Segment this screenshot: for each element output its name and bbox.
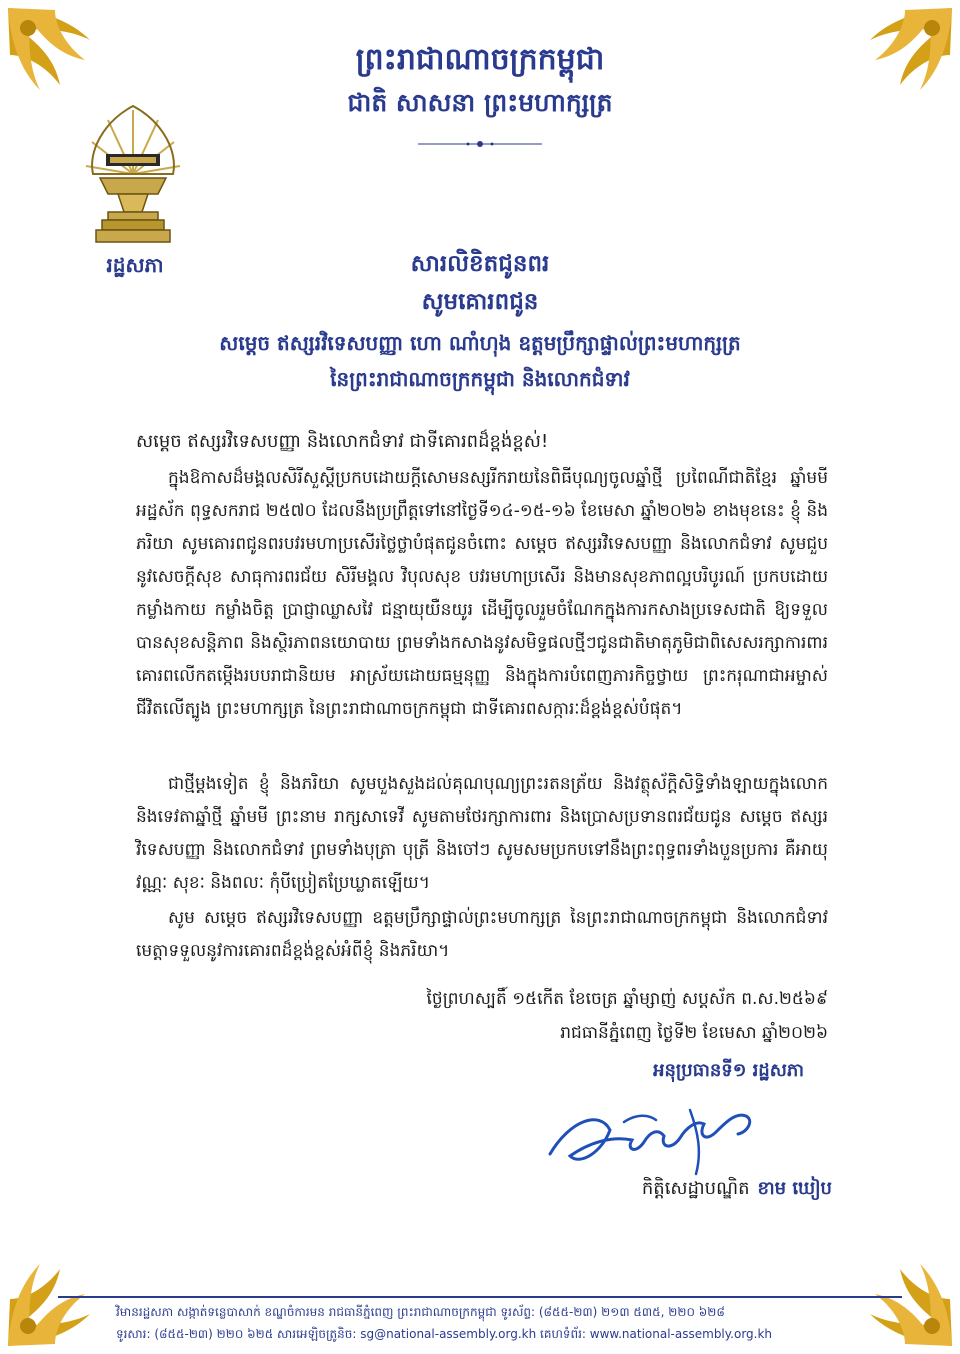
body-paragraph-1: ក្នុងឱកាសដ៏មង្គលសិរីសួស្តីប្រកបដោយក្តីសោមនស្សរីករាយនៃពិធីបុណ្យចូលឆ្នាំថ្មី ប្រពៃណីជាតិខ្មែរ ឆ្នាំមមី អដ្ឋស័ក ពុទ្ធសករាជ ២៥៧០ ដែលនឹងប្រព្រឹត្តទៅនៅថ្ងៃទី១៤-១៥-១៦ ខែមេសា ឆ្នាំ២០២៦ ខាងមុខនេះ ខ្ញុំ និងភរិយា សូមគោរពជូនពរបវរមហាប្រសើរថ្លៃថ្លាបំផុតជូនចំពោះ សម្តេច ឥស្សរវិទេសបញ្ញា និងលោកជំទាវ សូមជួបនូវសេចក្តីសុខ សាធុការពរជ័យ សិរីមង្គល វិបុលសុខ បវរមហាប្រសើរ និងមានសុខភាពល្អបរិបូរណ៍ ប្រកបដោយកម្លាំងកាយ កម្លាំងចិត្ត ប្រាជ្ញាឈ្លាសវៃ ជន្មាយុយឺនយូរ ដើម្បីចូលរួមចំណែកក្នុងការកសាងប្រទេសជាតិ ឱ្យទទួលបានសុខសន្តិភាព និងស្ថិរភាពនយោបាយ ព្រមទាំងកសាងនូវសមិទ្ធផលថ្មីៗជូនជាតិមាតុភូមិជាពិសេសរក្សាការពារគោរពលើកតម្កើងរបបរាជានិយម អាស្រ័យដោយធម្មនុញ្ញ និងក្នុងការបំពេញភារកិច្ចថ្វាយ ព្រះករុណាជាអម្ចាស់ជីវិតលើត្បូង ព្រះមហាក្សត្រ នៃព្រះរាជាណាចក្រកម្ពុជា ជាទីគោរពសក្ការៈដ៏ខ្ពង់ខ្ពស់បំផុត។: [136, 468, 828, 719]
footer-contact: ទូរសារ: (៨៥៥-២៣) ២២០ ៦២៥ សារអេឡិចត្រូនិច: sg@national-assembly.org.kh គេហទំព័រ: www.national-assembly.org.kh: [116, 1327, 773, 1341]
signature: [540, 1092, 790, 1187]
recipient-line-2: នៃព្រះរាជាណាចក្រកម្ពុជា និងលោកជំទាវ: [330, 367, 630, 391]
signer-name: ខាម ឃៀប: [757, 1178, 832, 1199]
salutation: សម្តេច ឥស្សរវិទេសបញ្ញា និងលោកជំទាវ ជាទីគោរពដ៏ខ្ពង់ខ្ពស់!: [136, 431, 549, 452]
signer-name-block: [642, 1176, 832, 1203]
kingdom-heading: ព្រះរាជាណាចក្រកម្ពុជា: [355, 42, 605, 77]
body-paragraph-3: សូម សម្តេច ឥស្សរវិទេសបញ្ញា ឧត្តមប្រឹក្សាផ្ទាល់ព្រះមហាក្សត្រ នៃព្រះរាជាណាចក្រកម្ពុជា និងលោកជំទាវ មេត្តាទទួលនូវការគោរពដ៏ខ្ពង់ខ្ពស់អំពីខ្ញុំ និងភរិយា។: [136, 908, 828, 961]
footer-rule: [58, 1296, 902, 1298]
national-assembly-emblem-icon: [78, 102, 188, 254]
national-motto: ជាតិ សាសនា ព្រះមហាក្សត្រ: [347, 88, 613, 117]
divider-ornament-icon: [418, 140, 542, 148]
place-date: រាជធានីភ្នំពេញ ថ្ងៃទី២ ខែមេសា ឆ្នាំ២០២៦: [560, 1023, 828, 1043]
recipient-line: សម្តេច ឥស្សរវិទេសបញ្ញា ហោ ណាំហុង ឧត្តមប្រឹក្សាផ្ទាល់ព្រះមហាក្សត្រ: [219, 331, 741, 355]
lunar-date: ថ្ងៃព្រហស្បតិ៍ ១៥កើត ខែចេត្រ ឆ្នាំម្សាញ់ សប្តស័ក ព.ស.២៥៦៩: [426, 989, 828, 1009]
footer-address: វិមានរដ្ឋសភា សង្កាត់ទន្លេបាសាក់ ខណ្ឌចំការមន រាជធានីភ្នំពេញ ព្រះរាជាណាចក្រកម្ពុជា ទូរស័ព្ទ: (៨៥៥-២៣) ២១៣ ៥៣៥, ២២០ ៦២៨: [116, 1305, 725, 1319]
letter-subtitle: សូមគោរពជូន: [421, 289, 539, 315]
institution-name: រដ្ឋសភា: [106, 253, 164, 277]
corner-ornament-icon: [810, 0, 960, 150]
letter-title: សារលិខិតជូនពរ: [410, 251, 550, 277]
signer-title: អនុប្រធានទី១ រដ្ឋសភា: [653, 1060, 804, 1081]
body-paragraph-2: ជាថ្មីម្តងទៀត ខ្ញុំ និងភរិយា សូមបួងសួងដល់គុណបុណ្យព្រះរតនត្រ័យ និងវត្ថុស័ក្តិសិទ្ធិទាំងឡាយក្នុងលោក និងទេវតាឆ្នាំថ្មី ឆ្នាំមមី ព្រះនាម រាក្សសាទេវី សូមតាមថែរក្សាការពារ និងប្រោសប្រទានពរជ័យជូន សម្តេច ឥស្សរវិទេសបញ្ញា និងលោកជំទាវ ព្រមទាំងបុត្រា បុត្រី និងចៅៗ សូមសមប្រកបទៅនឹងព្រះពុទ្ធពរទាំងបួនប្រការ គឺអាយុ វណ្ណៈ សុខៈ និងពលៈ កុំបីប្រៀតប្រែឃ្លាតឡើយ។: [136, 774, 828, 893]
signer-honorific: កិត្តិសេដ្ឋាបណ្ឌិត: [641, 1178, 750, 1199]
